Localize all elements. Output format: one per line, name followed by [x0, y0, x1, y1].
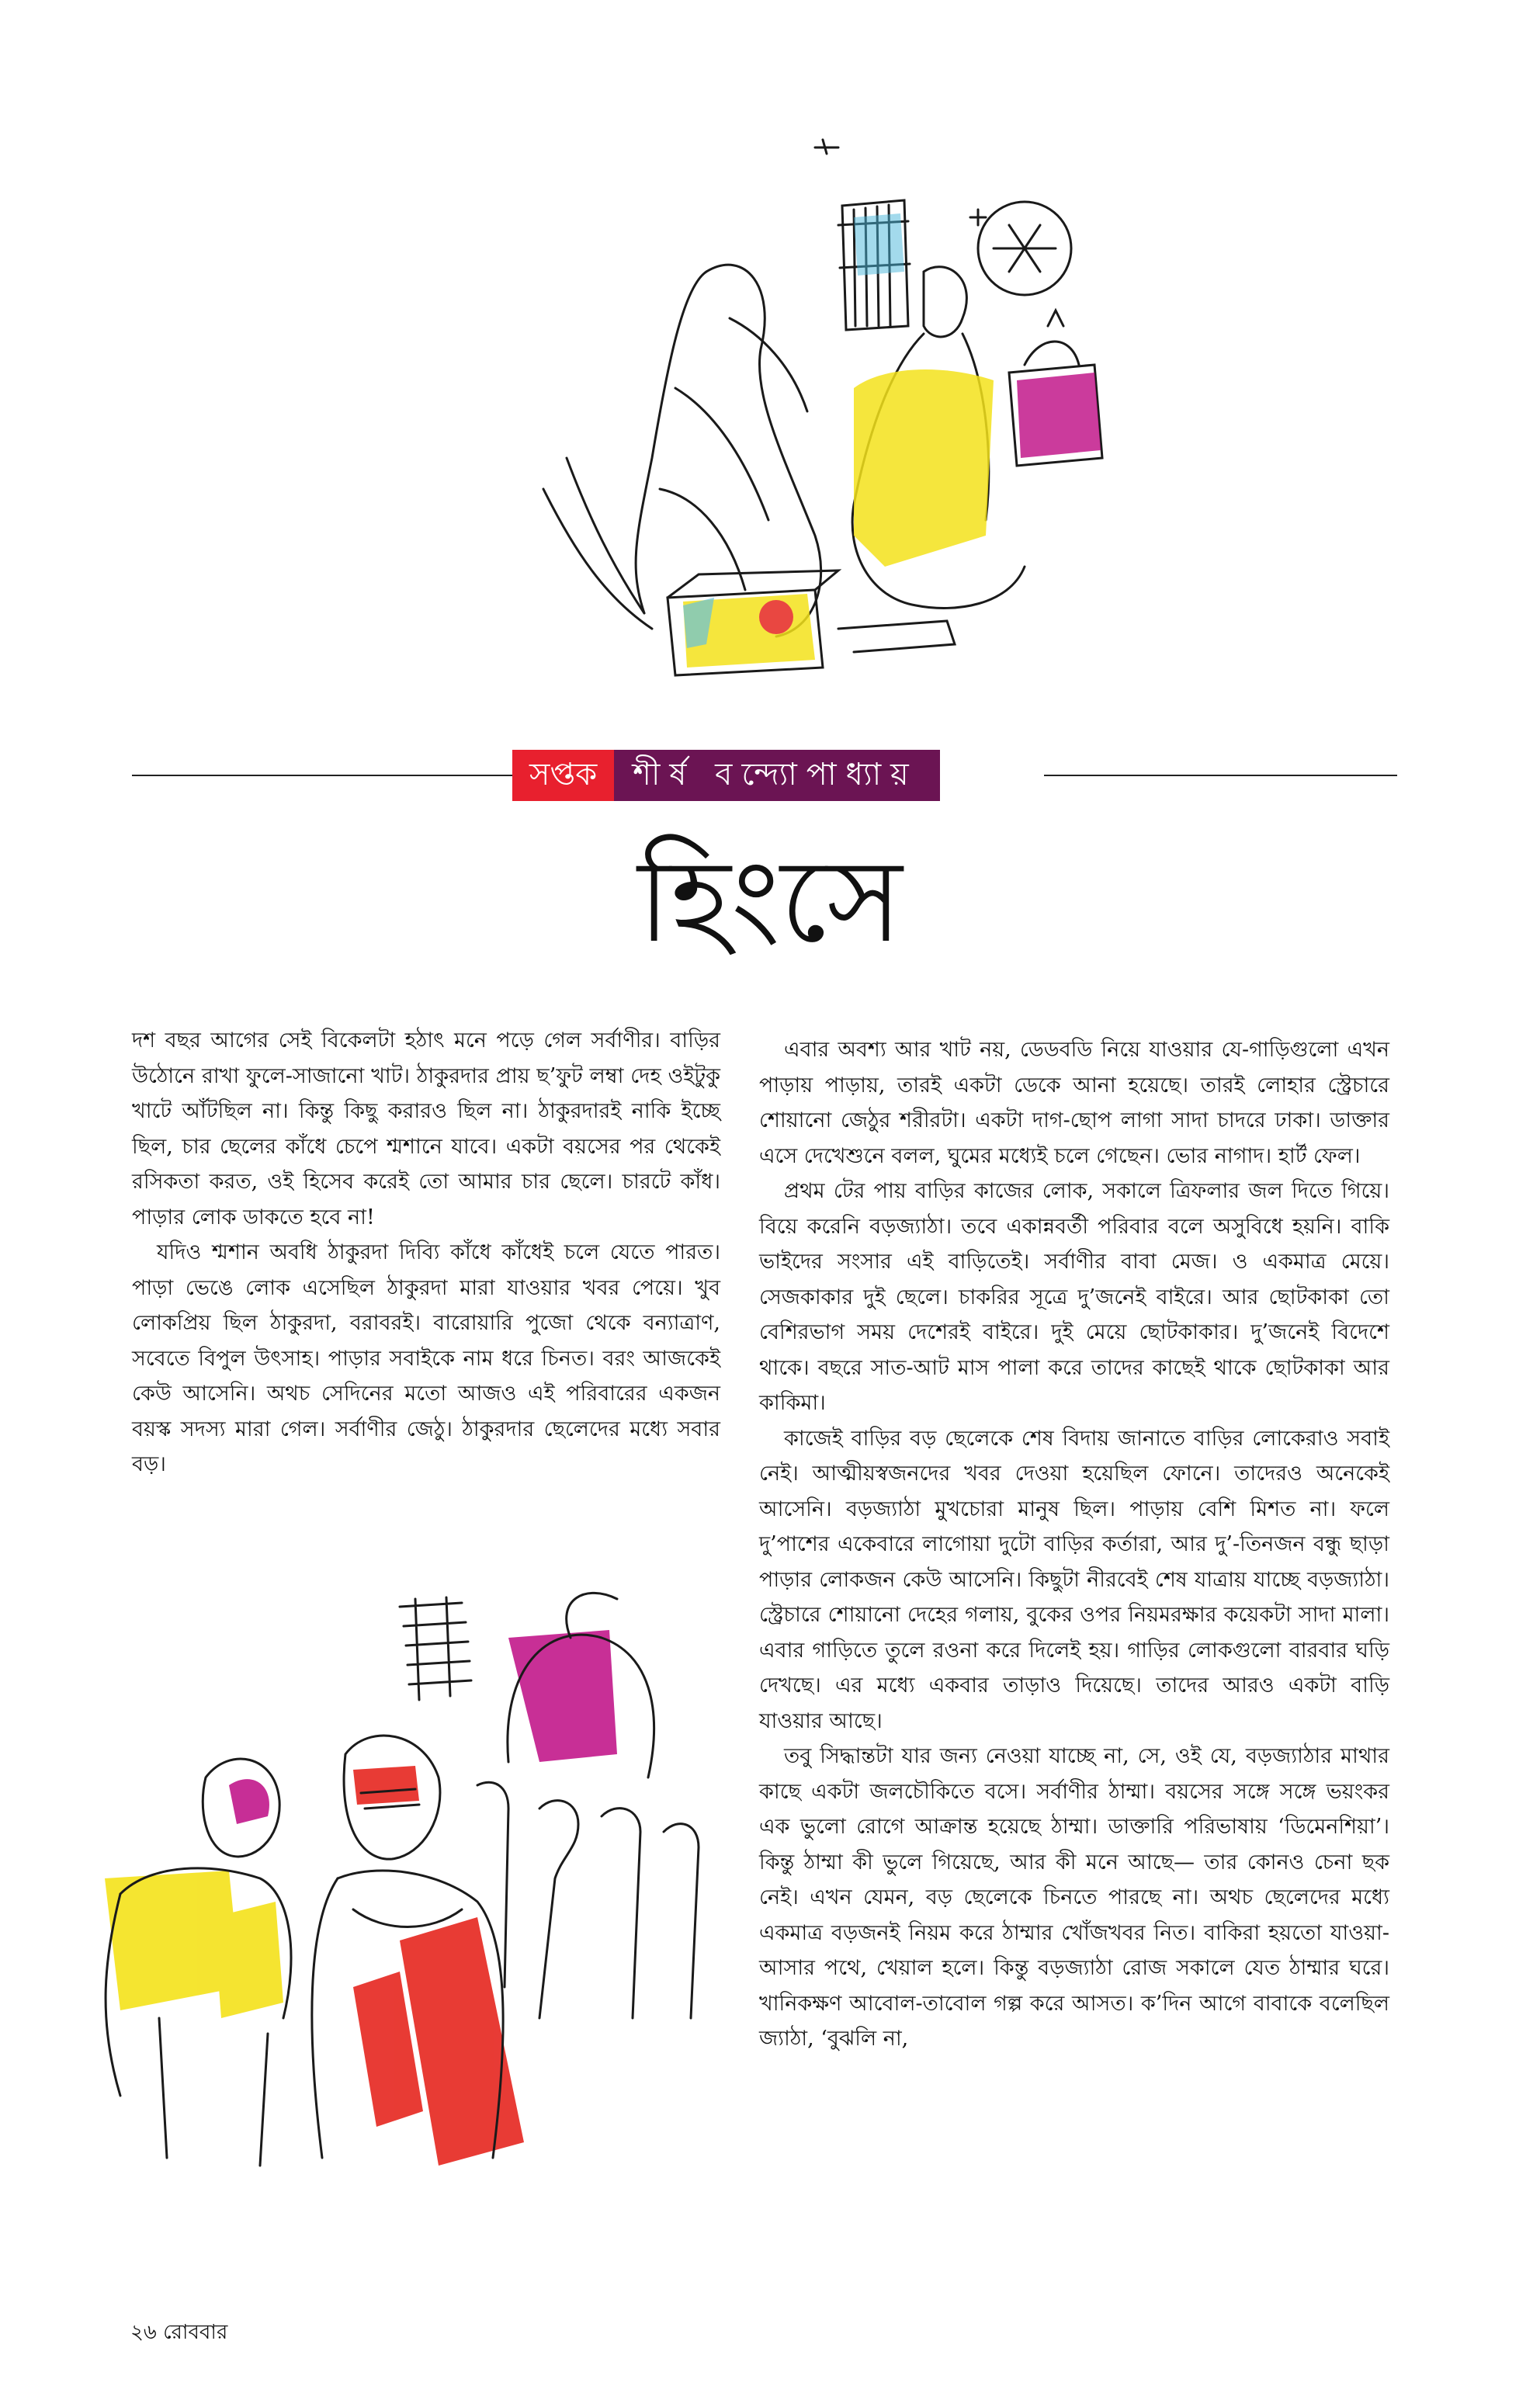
author-name: শীর্ষ বন্দ্যোপাধ্যায় [614, 750, 939, 801]
divider-right [1044, 775, 1397, 776]
left-column [132, 1023, 720, 1483]
story-title: হিংসে [637, 834, 903, 968]
top-illustration [450, 132, 1149, 706]
paragraph: তবু সিদ্ধান্তটা যার জন্য নেওয়া যাচ্ছে না, সে, ওই যে, বড়জ্যাঠার মাথার কাছে একটা জলচৌকিতে বসে। সর্বাণীর ঠাম্মা। বয়সের সঙ্গে সঙ্গে ভয়ংকর এক ভুলো রোগে আক্রান্ত হয়েছে ঠাম্মা। ডাক্তারি পরিভাষায় ‘ডিমেনশিয়া’। কিন্তু ঠাম্মা কী ভুলে গিয়েছে, আর কী মনে আছে— তার কোনও চেনা ছক নেই। এখন যেমন, বড় ছেলেকে চিনতে পারছে না। অথচ ছেলেদের মধ্যে একমাত্র বড়জনই নিয়ম করে ঠাম্মার খোঁজখবর নিত। বাকিরা হয়তো যাওয়া-আসার পথে, খেয়াল হলে। কিন্তু বড়জ্যাঠা রোজ সকালে যেত ঠাম্মার ঘরে। খানিকক্ষণ আবোল-তাবোল গল্প করে আসত। ক’দিন আগে বাবাকে বলেছিল জ্যাঠা, ‘বুঝলি না, [759, 1744, 1389, 2051]
paragraph: যদিও শ্মশান অবধি ঠাকুরদা দিব্যি কাঁধে কাঁধেই চলে যেতে পারত। পাড়া ভেঙে লোক এসেছিল ঠাকুরদা মারা যাওয়ার খবর পেয়ে। খুব লোকপ্রিয় ছিল ঠাকুরদা, বরাবরই। বারোয়ারি পুজো থেকে বন্যাত্রাণ, সবেতে বিপুল উৎসাহ। পাড়ার সবাইকে নাম ধরে চিনত। বরং আজকেই কেউ আসেনি। অথচ সেদিনের মতো আজও এই পরিবারের একজন বয়স্ক সদস্য মারা গেল। সর্বাণীর জেঠু। ঠাকুরদার ছেলেদের মধ্যে সবার বড়। [132, 1240, 720, 1476]
right-column [759, 1032, 1389, 2057]
bottom-illustration [74, 1552, 710, 2173]
paragraph: এবার অবশ্য আর খাট নয়, ডেডবডি নিয়ে যাওয়ার যে-গাড়িগুলো এখন পাড়ায় পাড়ায়, তারই একটা ডেকে আনা হয়েছে। তারই লোহার স্ট্রেচারে শোয়ানো জেঠুর শরীরটা। একটা দাগ-ছোপ লাগা সাদা চাদরে ঢাকা। ডাক্তার এসে দেখেশুনে বলল, ঘুমের মধ্যেই চলে গেছেন। ভোর নাগাদ। হার্ট ফেল। [759, 1038, 1389, 1168]
series-label: সপ্তক [512, 750, 614, 801]
page-footer: ২৬ রোববার [130, 2321, 228, 2344]
paragraph: কাজেই বাড়ির বড় ছেলেকে শেষ বিদায় জানাতে বাড়ির লোকেরাও সবাই নেই। আত্মীয়স্বজনদের খবর দেওয়া হয়েছিল ফোনে। তাদেরও অনেকেই আসেনি। বড়জ্যাঠা মুখচোরা মানুষ ছিল। পাড়ায় বেশি মিশত না। ফলে দু’পাশের একেবারে লাগোয়া দুটো বাড়ির কর্তারা, আর দু’-তিনজন বন্ধু ছাড়া পাড়ার লোকজন কেউ আসেনি। কিছুটা নীরবেই শেষ যাত্রায় যাচ্ছে বড়জ্যাঠা। স্ট্রেচারে শোয়ানো দেহের গলায়, বুকের ওপর নিয়মরক্ষার কয়েকটা সাদা মালা। এবার গাড়িতে তুলে রওনা করে দিলেই হয়। গাড়ির লোকগুলো বারবার ঘড়ি দেখছে। এর মধ্যে একবার তাড়াও দিয়েছে। তাদের আরও একটা বাড়ি যাওয়ার আছে। [759, 1426, 1389, 1733]
byline [512, 750, 940, 801]
divider-left [132, 775, 512, 776]
paragraph: দশ বছর আগের সেই বিকেলটা হঠাৎ মনে পড়ে গেল সর্বাণীর। বাড়ির উঠোনে রাখা ফুলে-সাজানো খাট। ঠাকুরদার প্রায় ছ’ফুট লম্বা দেহ ওইটুকু খাটে আঁটছিল না। কিন্তু কিছু করারও ছিল না। ঠাকুরদারই নাকি ইচ্ছে ছিল, চার ছেলের কাঁধে চেপে শ্মশানে যাবে। একটা বয়সের পর থেকেই রসিকতা করত, ওই হিসেব করেই তো আমার চার ছেলে। চারটে কাঁধ। পাড়ার লোক ডাকতে হবে না! [132, 1028, 720, 1229]
paragraph: প্রথম টের পায় বাড়ির কাজের লোক, সকালে ত্রিফলার জল দিতে গিয়ে। বিয়ে করেনি বড়জ্যাঠা। তবে একান্নবর্তী পরিবার বলে অসুবিধে হয়নি। বাকি ভাইদের সংসার এই বাড়িতেই। সর্বাণীর বাবা মেজ। ও একমাত্র মেয়ে। সেজকাকার দুই ছেলে। চাকরির সূত্রে দু’জনেই বাইরে। আর ছোটকাকা তো বেশিরভাগ সময় দেশেরই বাইরে। দুই মেয়ে ছোটকাকার। দু’জনেই বিদেশে থাকে। বছরে সাত-আট মাস পালা করে তাদের কাছেই থাকে ছোটকাকা আর কাকিমা। [759, 1179, 1389, 1415]
